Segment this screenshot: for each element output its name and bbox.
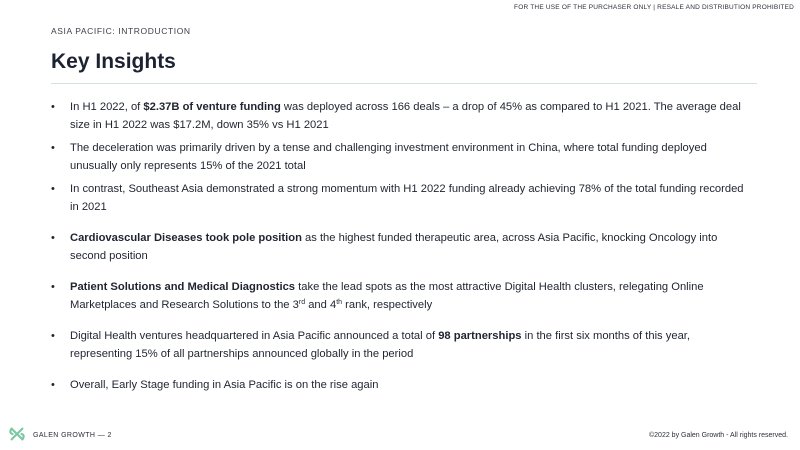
insight-digital-health-clusters: • Patient Solutions and Medical Diagnostics take the lead spots as the most attractive Digital Health clusters, relegating Online Marketplaces and Research Solutions to the 3rd and 4th rank, respectively bbox=[51, 278, 751, 314]
copyright: ©2022 by Galen Growth - All rights reserved. bbox=[649, 432, 788, 439]
insight-early-stage: • Overall, Early Stage funding in Asia Pacific is on the rise again bbox=[51, 376, 751, 394]
distribution-notice: FOR THE USE OF THE PURCHASER ONLY | RESALE AND DISTRIBUTION PROHIBITED bbox=[514, 4, 794, 11]
page-number: 2 bbox=[107, 432, 112, 439]
page-title: Key Insights bbox=[51, 50, 176, 73]
section-label: ASIA PACIFIC: INTRODUCTION bbox=[51, 26, 191, 36]
insight-southeast-asia: • In contrast, Southeast Asia demonstrated a strong momentum with H1 2022 funding already achieving 78% of the total funding recorded in 2021 bbox=[51, 180, 751, 216]
insight-partnerships: • Digital Health ventures headquartered in Asia Pacific announced a total of 98 partnerships in the first six months of this year, representing 15% of all partnerships announced globally in the period bbox=[51, 327, 751, 363]
insights-list bbox=[51, 98, 751, 394]
insight-venture-funding: • In H1 2022, of $2.37B of venture funding was deployed across 166 deals – a drop of 45% as compared to H1 2021. The average deal size in H1 2022 was $17.2M, down 35% vs H1 2021 bbox=[51, 98, 751, 134]
insight-cardiovascular: • Cardiovascular Diseases took pole position as the highest funded therapeutic area, across Asia Pacific, knocking Oncology into second position bbox=[51, 229, 751, 265]
galen-growth-logo-icon bbox=[8, 425, 26, 443]
insight-china-deceleration: • The deceleration was primarily driven by a tense and challenging investment environment in China, where total funding deployed unusually only represents 15% of the 2021 total bbox=[51, 139, 751, 175]
title-divider bbox=[51, 83, 757, 84]
footer-brand: GALEN GROWTH — 2 bbox=[33, 432, 112, 439]
